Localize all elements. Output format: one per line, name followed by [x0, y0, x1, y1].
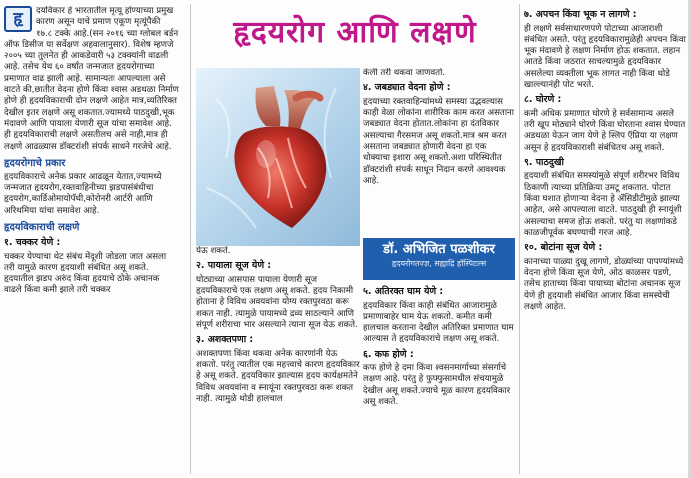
- symptom-heading-2: २. पायाला सूज येणे :: [196, 260, 272, 272]
- column-1: [4, 6, 179, 474]
- drop-cap-logo: हृ: [4, 6, 32, 32]
- heart-icon: [196, 68, 360, 246]
- section-heading-symptoms: हृदयविकाराची लक्षणे: [4, 222, 80, 234]
- article-title: हृदयरोग आणि लक्षणे: [233, 15, 477, 50]
- symptom-heading-3: ३. अशक्तपणा :: [196, 334, 254, 346]
- symptom-text-3: अशक्तपणा किंवा थकवा अनेक कारणांनी येऊ शकतो. परंतु त्यातील एक महत्त्वाचे कारण हृदयविकार हे असू शकते. हृदयविकार झाल्यास हृदय कार्यक्षमतेने विविध अवयवांना व स्नायूंना रक्तपुरवठा करू शकत नाही. त्यामुळे थोडी हालचाल: [196, 348, 360, 404]
- symptom-heading-6: ६. कफ होणे :: [363, 348, 414, 360]
- symptom-heading-8: ८. घोरणे :: [524, 94, 562, 106]
- intro-paragraph: [4, 6, 179, 153]
- heart-illustration: [196, 68, 360, 246]
- author-name: डॉ. अभिजित पळशीकर: [383, 242, 495, 257]
- symptom-text-5: हृदयविकार किंवा काही संबंधित आजारामुळे प्रमाणाबाहेर घाम येऊ शकतो. कमीत कमी हालचाल करताना देखील अतिरिक्त प्रमाणात घाम आल्यास ते हृदयविकाराचे लक्षण असू शकते.: [363, 300, 514, 345]
- symptom-heading-4: ४. जबड्यात वेदना होणे :: [363, 82, 451, 94]
- symptom-text-2: घोट्याच्या आसपास पायाला येणारी सूज हृदयविकाराचे एक लक्षण असू शकते. हृदय निकामी होताना हे विविध अवयवांना योग्य रक्तपुरवठा करू शकत नाही. त्यामुळे पायामध्ये द्रव्य साठल्याने आणि संपूर्ण शरीराचा भार असल्याने त्याना सूज येऊ शकते.: [196, 274, 358, 330]
- author-box: [363, 238, 515, 280]
- symptom-text-8: कमी अधिक प्रमाणात घोरणे हे सर्वसामान्य असले तरी खूप मोठ्याने घोरणे किंवा घोरताना श्वास घेण्यात अडथळा येऊन जाग येणे हे स्लिप ऍप्निया या लक्षण असून हे हृदयविकाराशी संबंधितच असू शकते.: [524, 108, 686, 153]
- symptom-text-6: कफ होणे हे दमा किंवा श्वसनमार्गाच्या संसर्गाचे लक्षण आहे. परंतु हे फुफ्फुसामधील संचयामुळे देखील असू शकते.ज्याचे मूळ कारण हृदयविकार असू शकते.: [363, 363, 511, 408]
- intro-text: दयविकार हे भारतातील मृत्यू होण्याच्या प्रमुख कारण असून याचे प्रमाण एकूण मृत्यूंपैकी १७.८ टक्के आहे.(सन २०१६ च्या ग्लोबल बर्डन ऑफ डिसीज या सर्वेक्षण अहवालानुसार). विशेष म्हणजे २००५ च्या तुलनेत ही आकडेवारी ५३ टक्क्यांनी वाढली आहे. तसेच येथ ६० वर्षांत जन्मजात हृदयरोगाच्या प्रमाणात वाढ झाली आहे. सामान्यतः आपल्याला असे वाटते की,छातीत वेदना होणे किंवा श्वास अडथळा निर्माण होणे ही हृदयविकाराची दोन लक्षणे आहेत मात्र,व्यतिरिक्त देखील इतर लक्षणे असू शकतात.ज्यामध्ये पाठदुखी,भूक मंदावणे आणि पायाला येणारी सूज यांचा समावेश आहे. ही हृदयविकाराची लक्षणे असतीलच असे नाही,मात्र ही लक्षणे आढळ्यास डॉक्टरांशी संपर्क साधने गरजेचे आहे.: [4, 6, 179, 152]
- section-heading-types: हृदयरोगाचे प्रकार: [4, 157, 66, 169]
- symptom-heading-7: ७. अपचन किंवा भूक न लागणे :: [524, 9, 637, 20]
- column-4: [524, 6, 687, 476]
- symptom-heading-10: १०. बोटांना सूज येणे :: [524, 242, 603, 254]
- column-divider: [190, 4, 191, 474]
- author-title: हृदयरोगतज्ज्ञ, सह्याद्रि हॉस्पिटल्स: [391, 259, 487, 268]
- symptom-text-1-cont: येऊ शकते.: [196, 246, 231, 256]
- column-2: [196, 246, 360, 476]
- column-divider: [519, 4, 520, 474]
- symptom-text-4: हृदयाच्या रक्तवाहिन्यांमध्ये समस्या उद्भवल्यास काही वेळा लोकांना शारीरिक काम करत असताना जबड्यात वेदना होतात.लोकांना हा दंतविकार असल्याचा गैरसमज असू शकतो.मात्र श्रम करत असताना जबड्यात होणारी वेदना हा एक धोक्याचा इशारा असू शकतो.अशा परिस्थितीत डॉक्टरांशी संपर्क साधून निदान करणे आवश्यक आहे.: [363, 96, 515, 186]
- symptom-heading-1: १. चक्कर येणे :: [4, 237, 61, 249]
- symptom-text-3-cont: केली तरी थकवा जाणवतो.: [363, 68, 446, 78]
- symptom-text-10: कानाच्या पाळ्या दुखू लागणे, डोळ्यांच्या पापण्यांमध्ये वेदना होणे किंवा सूज येणे, ओठ काळसर पडणे, तसेच हाताच्या किंवा पायाच्या बोटांना अचानक सूज येणे ही हृदयाशी संबंधित आजार किंवा समस्येची लक्षणे आहेत.: [524, 256, 684, 312]
- symptom-text-9: हृदयाशी संबंधित समस्यांमुळे संपूर्ण शरीरभर विविध ठिकाणी त्याच्या प्रतिक्रिया उमटू शकतात. पोटात किंवा घशात होणाऱ्या वेदना हे ॲसिडीटीमुळे झाल्या आहेत, असे आपल्याला वाटते. पाठदुखी ही स्नायूंशी असल्याचा समज होऊ शकतो. परंतु या लक्षणांकडे काळजीपूर्वक बघण्याची गरज आहे.: [524, 171, 682, 238]
- symptom-heading-9: ९. पाठदुखी: [524, 156, 564, 168]
- symptom-heading-5: ५. अतिरक्त घाम येणे :: [363, 286, 444, 297]
- symptom-text-7: ही लक्षणे सर्वसाधारणपणे पोटाच्या आजाराशी संबंधित असते. परंतु हृदयविकारामुळेही अपचन किंवा भूक मंदावणे हे लक्षण निर्माण होऊ शकतात. लहान आतडे किंवा जठरात साचल्यामुळे हृदयविकार असलेल्या व्यक्तीला भूक लागत नाही किंवा थोडे खाल्ल्यानंही पोट भरते.: [524, 23, 686, 90]
- types-paragraph: हृदयविकाराचे अनेक प्रकार आढळून येतात,ज्यामध्ये जन्मजात हृदयरोग,रक्तवाहिनीच्या झडपासंबंधीचा हृदयरोग,कार्डिओमायोपॅथी,कोरोनरी आर्टरी आणि अरिथमिया यांचा समावेश आहे.: [4, 171, 162, 216]
- symptom-text-1: चक्कर येण्याचा थेट संबंध मेंदूशी जोडला जात असला तरी यामुळे कारण हृदयाशी संबंधित असू शकते. हृदयातील झडप अरुंद किंवा हृदयाचे ठोके अचानक वाढले किंवा कमी झाले तरी चक्कर: [4, 251, 167, 296]
- column-3-top: [363, 68, 515, 236]
- column-3-bottom: [363, 283, 515, 473]
